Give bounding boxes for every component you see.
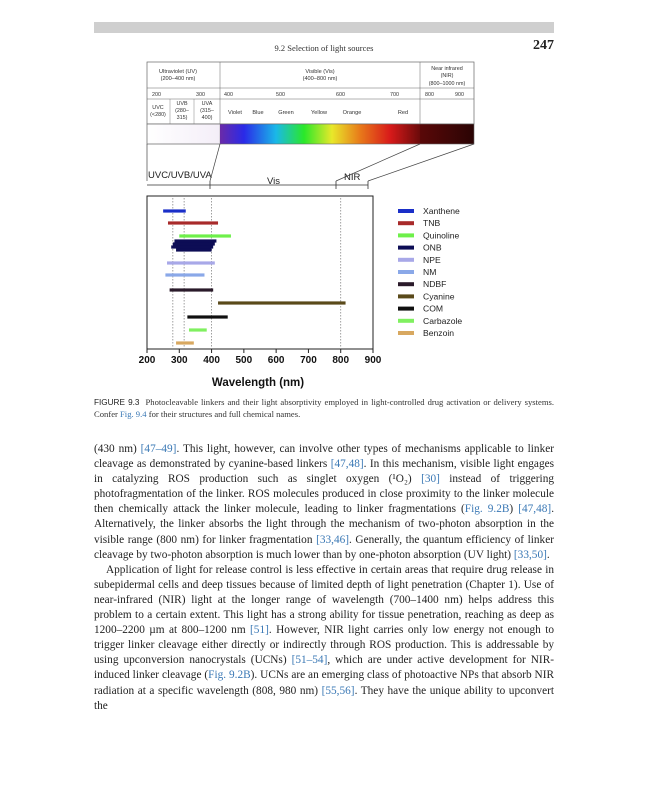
scale-tick-600: 600 [336,92,345,98]
legend-label-benzoin: Benzoin [423,328,455,338]
x-tick-label-800: 800 [332,355,350,366]
citation-link[interactable]: [55,56] [321,684,355,697]
citation-link[interactable]: [33,50] [513,548,547,561]
citation-link[interactable]: [47–49] [140,443,177,455]
bar-cyanine [218,301,346,304]
spectrum-bar [147,62,474,144]
chart-legend [398,206,462,338]
bar-onb [174,239,216,242]
bar-tnb [168,221,218,224]
x-axis-ticks [139,349,382,366]
text-run: . Alternatively, the linker absorbs the light through the mechanism of two-photon absorption in the visible range (800 nm) for linker fragmentation [94,503,555,546]
citation-link[interactable]: [33,46] [316,533,350,546]
paragraph-2 [94,563,554,714]
text-run: ). UCNs are an emerging class of photoactive NPs that absorb NIR radiation at a specific wavelength (808, 980 nm) [94,669,555,697]
x-tick-label-300: 300 [170,355,188,366]
bar-com [187,315,227,318]
x-tick-label-500: 500 [235,355,253,366]
text-run: instead of triggering photofragmentation of the linker. ROS molecules produced in close proximity to the linker molecule then chemically attack the linker molecule, leading to linker fragmentations ( [94,473,554,516]
reference-lines [173,198,341,347]
scale-tick-300: 300 [196,92,205,98]
uva-range-1: (315– [200,108,214,114]
legend-swatch-quinoline [398,233,414,237]
text-run: (430 nm) [94,443,141,455]
x-tick-label-600: 600 [267,355,285,366]
legend-swatch-tnb [398,221,414,225]
scale-tick-400: 400 [224,92,233,98]
legend-swatch-npe [398,258,414,262]
figure-link[interactable]: Fig. 9.2B [208,669,251,682]
legend-label-xanthene: Xanthene [423,206,460,216]
legend-label-tnb: TNB [423,218,441,229]
scale-tick-800: 800 [425,92,434,98]
nir-range: (800–1000 nm) [428,81,466,87]
uvb-range-2: 315) [176,115,188,121]
citation-link[interactable]: [30] [421,473,440,486]
vis-label: Visible (Vis) [305,69,335,75]
legend-swatch-onb [398,246,414,250]
x-tick-label-700: 700 [300,355,317,366]
section-title: 9.2 Selection of light sources [274,43,374,53]
text-run: . Generally, the quantum efficiency of linker cleavage by two-photon absorption is much lower than by one-photon absorption (UV light) [94,533,554,561]
nir-label: Near infrared [431,66,463,72]
text-run: . In this mechanism, visible light engages in catalyzing ROS production such as singlet oxygen (¹O₂) [94,458,555,486]
scale-tick-500: 500 [276,92,285,98]
x-axis-label: Wavelength (nm) [211,377,305,389]
legend-label-com: COM [423,303,444,314]
legend-label-nm: NM [423,267,437,277]
legend-swatch-benzoin [398,331,414,335]
legend-label-cyanine: Cyanine [423,291,455,302]
text-run: ) [509,503,519,516]
uvc-label: UVC [152,105,164,111]
legend-label-quinoline: Quinoline [423,230,460,241]
bar-xanthene [163,209,186,212]
citation-link[interactable]: [51–54] [291,654,328,667]
scale-tick-900: 900 [455,92,464,98]
page-number: 247 [533,38,554,53]
region-label-nir: NIR [344,172,361,183]
bar-npe [167,261,215,264]
bar-onb [176,248,212,251]
bar-quinoline [179,234,231,237]
caption-text: Photocleavable linkers and their light absorptivity employed in light-controlled drug activation or delivery systems. Confer [94,397,554,419]
legend-swatch-cyanine [398,294,414,298]
bar-onb [173,242,215,245]
bar-nm [165,273,204,276]
uvb-range-1: (280– [175,108,189,114]
citation-link[interactable]: [47,48] [518,503,552,516]
x-tick-label-900: 900 [364,355,382,366]
region-label-vis: Vis [267,176,281,187]
figure-caption [94,397,554,420]
uva-range-2: 400) [201,115,213,121]
uvb-label: UVB [176,101,188,107]
caption-fig-link[interactable]: Fig. 9.4 [120,408,147,419]
color-yellow: Yellow [311,110,327,116]
scale-tick-200: 200 [152,92,161,98]
color-red: Red [397,110,409,116]
bar-carbazole [189,328,207,331]
citation-link[interactable]: [51] [250,624,269,637]
body-text [94,442,554,714]
region-label-uv: UVC/UVB/UVA [148,170,212,181]
legend-swatch-com [398,307,414,311]
uva-label: UVA [201,101,213,107]
bar-ndbf [170,288,214,291]
text-run: . However, NIR light carries only low energy not enough to trigger linker cleavage either directly or indirectly through ROS production. This is addressable by using upconversion nanocrystals (UCNs) [94,624,554,667]
legend-swatch-carbazole [398,319,414,323]
legend-swatch-ndbf [398,282,414,286]
text-run: . [546,548,550,561]
bar-onb [171,245,213,248]
region-brackets [147,181,368,189]
legend-swatch-nm [398,270,414,274]
absorption-bars [163,209,345,344]
uvc-range: (<280) [150,112,166,118]
caption-text-end: for their structures and full chemical names. [148,408,301,419]
x-tick-label-200: 200 [138,355,156,366]
x-tick-label-400: 400 [203,355,220,366]
scale-tick-700: 700 [390,92,399,98]
color-orange: Orange [342,110,362,116]
figure-9-3 [0,0,648,396]
caption-label: FIGURE 9.3 [94,398,140,407]
absorption-chart [139,196,382,389]
uv-range: (200–400 nm) [160,76,196,82]
legend-swatch-xanthene [398,209,414,213]
color-violet: Violet [228,110,242,116]
color-green: Green [278,110,294,116]
figure-link[interactable]: Fig. 9.2B [464,503,510,516]
legend-label-carbazole: Carbazole [423,315,463,326]
vis-range: (400–800 nm) [302,76,338,82]
citation-link[interactable]: [47,48] [330,458,364,471]
legend-label-onb: ONB [423,242,442,253]
legend-label-npe: NPE [423,254,441,265]
text-run: Application of light for release control is less effective in certain areas that require drug release in subepidermal cells and deep tissues because of limited depth of light penetration (Chapter 1). Use of near-infrared (NIR) light at the longer range of wavelength (700–1400 nm) helps address this problem to a certain extent. This light has a strong ability for tissue penetration, reaching as deep as 1200–2200 µm at 800–1200 nm [94,563,554,637]
text-run: , which are under active development for NIR-induced linker cleavage ( [94,654,554,682]
text-run: . This light, however, can involve other types of mechanisms applicable to linker cleavage as demonstrated by cyanine-based linkers [94,443,554,471]
plot-frame [147,196,373,349]
legend-label-ndbf: NDBF [423,279,447,290]
uv-label: Ultraviolet (UV) [159,69,197,75]
text-run: . They have the unique ability to upconvert the [94,684,554,712]
nir-abbr: (NIR) [440,73,454,79]
bar-benzoin [176,341,194,344]
paragraph-1 [94,442,554,563]
color-blue: Blue [252,110,264,116]
